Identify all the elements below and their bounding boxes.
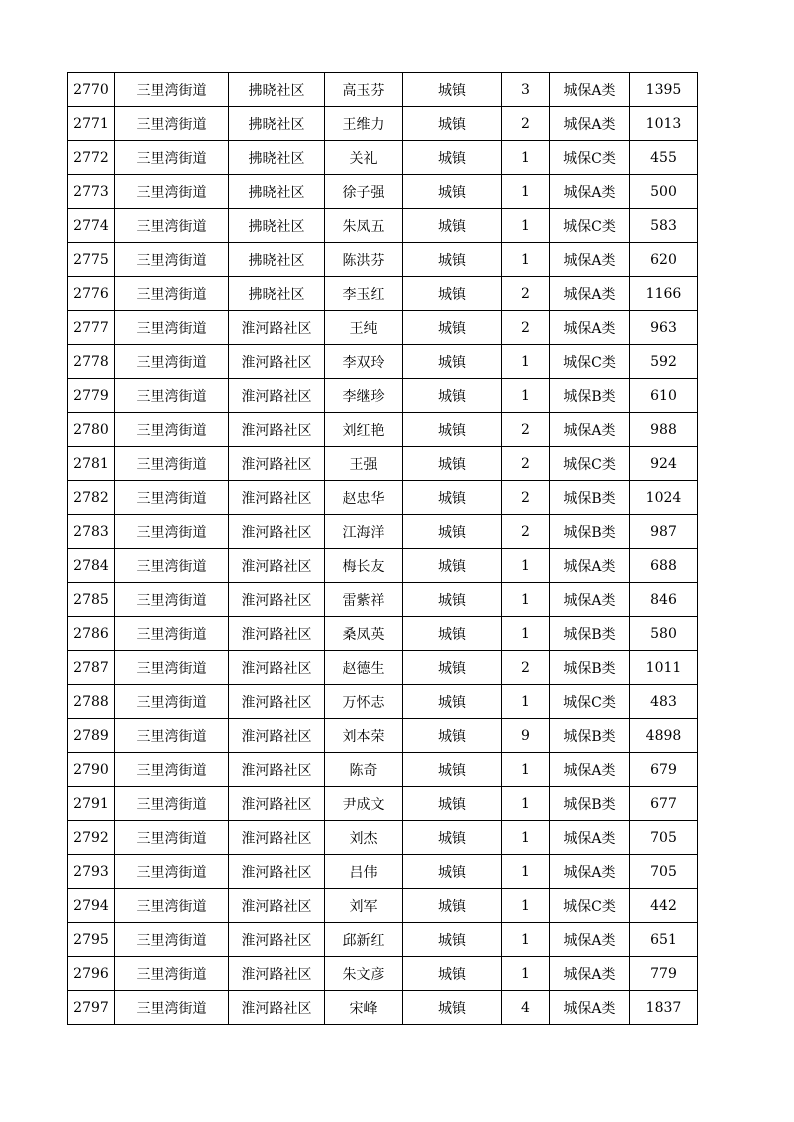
amount-cell: 580 (630, 617, 698, 651)
serial-number-cell: 2774 (68, 209, 115, 243)
community-cell: 拂晓社区 (229, 175, 325, 209)
street-cell: 三里湾街道 (115, 481, 229, 515)
street-cell: 三里湾街道 (115, 821, 229, 855)
household-type-cell: 城镇 (403, 923, 502, 957)
table-row (68, 549, 698, 583)
table-row (68, 73, 698, 107)
community-cell: 淮河路社区 (229, 957, 325, 991)
community-cell: 淮河路社区 (229, 821, 325, 855)
name-cell: 李双玲 (325, 345, 403, 379)
serial-number-cell: 2782 (68, 481, 115, 515)
member-count-cell: 9 (502, 719, 550, 753)
category-cell: 城保A类 (550, 957, 630, 991)
serial-number-cell: 2788 (68, 685, 115, 719)
household-type-cell: 城镇 (403, 855, 502, 889)
community-cell: 拂晓社区 (229, 243, 325, 277)
serial-number-cell: 2773 (68, 175, 115, 209)
table-row (68, 719, 698, 753)
community-cell: 淮河路社区 (229, 651, 325, 685)
member-count-cell: 2 (502, 107, 550, 141)
amount-cell: 924 (630, 447, 698, 481)
community-cell: 淮河路社区 (229, 787, 325, 821)
member-count-cell: 2 (502, 447, 550, 481)
community-cell: 淮河路社区 (229, 345, 325, 379)
serial-number-cell: 2779 (68, 379, 115, 413)
category-cell: 城保A类 (550, 413, 630, 447)
category-cell: 城保B类 (550, 481, 630, 515)
household-type-cell: 城镇 (403, 107, 502, 141)
street-cell: 三里湾街道 (115, 141, 229, 175)
street-cell: 三里湾街道 (115, 107, 229, 141)
category-cell: 城保B类 (550, 379, 630, 413)
street-cell: 三里湾街道 (115, 175, 229, 209)
household-type-cell: 城镇 (403, 141, 502, 175)
street-cell: 三里湾街道 (115, 651, 229, 685)
category-cell: 城保A类 (550, 753, 630, 787)
street-cell: 三里湾街道 (115, 991, 229, 1025)
amount-cell: 592 (630, 345, 698, 379)
name-cell: 王强 (325, 447, 403, 481)
household-type-cell: 城镇 (403, 651, 502, 685)
community-cell: 淮河路社区 (229, 447, 325, 481)
member-count-cell: 1 (502, 583, 550, 617)
member-count-cell: 1 (502, 685, 550, 719)
amount-cell: 620 (630, 243, 698, 277)
community-cell: 淮河路社区 (229, 481, 325, 515)
community-cell: 淮河路社区 (229, 889, 325, 923)
table-row (68, 379, 698, 413)
member-count-cell: 2 (502, 413, 550, 447)
household-type-cell: 城镇 (403, 175, 502, 209)
table-row (68, 515, 698, 549)
category-cell: 城保A类 (550, 583, 630, 617)
category-cell: 城保A类 (550, 175, 630, 209)
category-cell: 城保B类 (550, 719, 630, 753)
name-cell: 刘本荣 (325, 719, 403, 753)
member-count-cell: 1 (502, 175, 550, 209)
street-cell: 三里湾街道 (115, 787, 229, 821)
amount-cell: 651 (630, 923, 698, 957)
household-type-cell: 城镇 (403, 889, 502, 923)
name-cell: 陈洪芬 (325, 243, 403, 277)
serial-number-cell: 2777 (68, 311, 115, 345)
household-type-cell: 城镇 (403, 685, 502, 719)
street-cell: 三里湾街道 (115, 413, 229, 447)
household-type-cell: 城镇 (403, 583, 502, 617)
street-cell: 三里湾街道 (115, 515, 229, 549)
name-cell: 刘杰 (325, 821, 403, 855)
street-cell: 三里湾街道 (115, 311, 229, 345)
serial-number-cell: 2791 (68, 787, 115, 821)
amount-cell: 677 (630, 787, 698, 821)
community-cell: 淮河路社区 (229, 855, 325, 889)
amount-cell: 779 (630, 957, 698, 991)
category-cell: 城保A类 (550, 73, 630, 107)
amount-cell: 442 (630, 889, 698, 923)
name-cell: 高玉芬 (325, 73, 403, 107)
amount-cell: 583 (630, 209, 698, 243)
community-cell: 淮河路社区 (229, 991, 325, 1025)
table-row (68, 481, 698, 515)
serial-number-cell: 2796 (68, 957, 115, 991)
name-cell: 李玉红 (325, 277, 403, 311)
table-row (68, 957, 698, 991)
member-count-cell: 1 (502, 923, 550, 957)
member-count-cell: 2 (502, 277, 550, 311)
table-row (68, 345, 698, 379)
member-count-cell: 1 (502, 787, 550, 821)
household-type-cell: 城镇 (403, 549, 502, 583)
table-row (68, 209, 698, 243)
amount-cell: 705 (630, 821, 698, 855)
street-cell: 三里湾街道 (115, 243, 229, 277)
street-cell: 三里湾街道 (115, 277, 229, 311)
name-cell: 雷紫祥 (325, 583, 403, 617)
community-cell: 淮河路社区 (229, 515, 325, 549)
amount-cell: 610 (630, 379, 698, 413)
household-type-cell: 城镇 (403, 957, 502, 991)
household-type-cell: 城镇 (403, 413, 502, 447)
amount-cell: 1011 (630, 651, 698, 685)
category-cell: 城保C类 (550, 141, 630, 175)
member-count-cell: 3 (502, 73, 550, 107)
table-row (68, 175, 698, 209)
amount-cell: 705 (630, 855, 698, 889)
category-cell: 城保B类 (550, 787, 630, 821)
street-cell: 三里湾街道 (115, 923, 229, 957)
name-cell: 江海洋 (325, 515, 403, 549)
table-row (68, 787, 698, 821)
member-count-cell: 2 (502, 651, 550, 685)
category-cell: 城保A类 (550, 855, 630, 889)
serial-number-cell: 2786 (68, 617, 115, 651)
name-cell: 关礼 (325, 141, 403, 175)
serial-number-cell: 2794 (68, 889, 115, 923)
amount-cell: 688 (630, 549, 698, 583)
category-cell: 城保A类 (550, 277, 630, 311)
household-type-cell: 城镇 (403, 311, 502, 345)
street-cell: 三里湾街道 (115, 719, 229, 753)
street-cell: 三里湾街道 (115, 345, 229, 379)
category-cell: 城保A类 (550, 311, 630, 345)
community-cell: 淮河路社区 (229, 413, 325, 447)
name-cell: 尹成文 (325, 787, 403, 821)
name-cell: 刘红艳 (325, 413, 403, 447)
member-count-cell: 2 (502, 481, 550, 515)
member-count-cell: 1 (502, 617, 550, 651)
roster-table (67, 72, 698, 1025)
household-type-cell: 城镇 (403, 345, 502, 379)
name-cell: 赵忠华 (325, 481, 403, 515)
table-row (68, 413, 698, 447)
category-cell: 城保B类 (550, 617, 630, 651)
serial-number-cell: 2795 (68, 923, 115, 957)
table-row (68, 141, 698, 175)
community-cell: 淮河路社区 (229, 379, 325, 413)
street-cell: 三里湾街道 (115, 447, 229, 481)
serial-number-cell: 2783 (68, 515, 115, 549)
serial-number-cell: 2792 (68, 821, 115, 855)
serial-number-cell: 2785 (68, 583, 115, 617)
table-row (68, 855, 698, 889)
category-cell: 城保B类 (550, 515, 630, 549)
table-row (68, 617, 698, 651)
member-count-cell: 4 (502, 991, 550, 1025)
household-type-cell: 城镇 (403, 821, 502, 855)
household-type-cell: 城镇 (403, 719, 502, 753)
table-row (68, 277, 698, 311)
amount-cell: 987 (630, 515, 698, 549)
household-type-cell: 城镇 (403, 753, 502, 787)
serial-number-cell: 2771 (68, 107, 115, 141)
community-cell: 淮河路社区 (229, 719, 325, 753)
member-count-cell: 1 (502, 141, 550, 175)
category-cell: 城保C类 (550, 685, 630, 719)
community-cell: 拂晓社区 (229, 107, 325, 141)
table-row (68, 821, 698, 855)
member-count-cell: 1 (502, 957, 550, 991)
category-cell: 城保B类 (550, 651, 630, 685)
table-row (68, 243, 698, 277)
amount-cell: 679 (630, 753, 698, 787)
amount-cell: 1395 (630, 73, 698, 107)
category-cell: 城保C类 (550, 447, 630, 481)
amount-cell: 988 (630, 413, 698, 447)
table-row (68, 753, 698, 787)
street-cell: 三里湾街道 (115, 209, 229, 243)
serial-number-cell: 2784 (68, 549, 115, 583)
serial-number-cell: 2787 (68, 651, 115, 685)
community-cell: 淮河路社区 (229, 923, 325, 957)
serial-number-cell: 2793 (68, 855, 115, 889)
amount-cell: 1837 (630, 991, 698, 1025)
community-cell: 淮河路社区 (229, 583, 325, 617)
table-row (68, 685, 698, 719)
table-row (68, 889, 698, 923)
amount-cell: 1024 (630, 481, 698, 515)
amount-cell: 500 (630, 175, 698, 209)
name-cell: 宋峰 (325, 991, 403, 1025)
serial-number-cell: 2790 (68, 753, 115, 787)
community-cell: 淮河路社区 (229, 685, 325, 719)
amount-cell: 4898 (630, 719, 698, 753)
name-cell: 吕伟 (325, 855, 403, 889)
serial-number-cell: 2781 (68, 447, 115, 481)
community-cell: 淮河路社区 (229, 617, 325, 651)
street-cell: 三里湾街道 (115, 583, 229, 617)
name-cell: 朱凤五 (325, 209, 403, 243)
category-cell: 城保A类 (550, 991, 630, 1025)
serial-number-cell: 2797 (68, 991, 115, 1025)
category-cell: 城保A类 (550, 821, 630, 855)
name-cell: 王维力 (325, 107, 403, 141)
community-cell: 淮河路社区 (229, 753, 325, 787)
table-row (68, 923, 698, 957)
street-cell: 三里湾街道 (115, 685, 229, 719)
household-type-cell: 城镇 (403, 515, 502, 549)
serial-number-cell: 2789 (68, 719, 115, 753)
member-count-cell: 1 (502, 379, 550, 413)
category-cell: 城保A类 (550, 549, 630, 583)
category-cell: 城保A类 (550, 243, 630, 277)
household-type-cell: 城镇 (403, 617, 502, 651)
community-cell: 拂晓社区 (229, 141, 325, 175)
serial-number-cell: 2778 (68, 345, 115, 379)
name-cell: 万怀志 (325, 685, 403, 719)
category-cell: 城保C类 (550, 889, 630, 923)
household-type-cell: 城镇 (403, 209, 502, 243)
community-cell: 拂晓社区 (229, 73, 325, 107)
street-cell: 三里湾街道 (115, 617, 229, 651)
name-cell: 王纯 (325, 311, 403, 345)
member-count-cell: 1 (502, 209, 550, 243)
name-cell: 徐子强 (325, 175, 403, 209)
name-cell: 朱文彦 (325, 957, 403, 991)
table-row (68, 583, 698, 617)
serial-number-cell: 2775 (68, 243, 115, 277)
household-type-cell: 城镇 (403, 787, 502, 821)
street-cell: 三里湾街道 (115, 855, 229, 889)
serial-number-cell: 2776 (68, 277, 115, 311)
member-count-cell: 2 (502, 515, 550, 549)
amount-cell: 963 (630, 311, 698, 345)
member-count-cell: 1 (502, 549, 550, 583)
household-type-cell: 城镇 (403, 243, 502, 277)
amount-cell: 455 (630, 141, 698, 175)
member-count-cell: 1 (502, 821, 550, 855)
household-type-cell: 城镇 (403, 277, 502, 311)
name-cell: 梅长友 (325, 549, 403, 583)
household-type-cell: 城镇 (403, 991, 502, 1025)
category-cell: 城保A类 (550, 107, 630, 141)
household-type-cell: 城镇 (403, 73, 502, 107)
name-cell: 李继珍 (325, 379, 403, 413)
street-cell: 三里湾街道 (115, 957, 229, 991)
member-count-cell: 1 (502, 345, 550, 379)
member-count-cell: 1 (502, 243, 550, 277)
table-row (68, 447, 698, 481)
amount-cell: 846 (630, 583, 698, 617)
member-count-cell: 1 (502, 753, 550, 787)
community-cell: 拂晓社区 (229, 277, 325, 311)
category-cell: 城保C类 (550, 345, 630, 379)
community-cell: 淮河路社区 (229, 549, 325, 583)
amount-cell: 1166 (630, 277, 698, 311)
name-cell: 邱新红 (325, 923, 403, 957)
street-cell: 三里湾街道 (115, 379, 229, 413)
street-cell: 三里湾街道 (115, 889, 229, 923)
name-cell: 赵德生 (325, 651, 403, 685)
table-row (68, 311, 698, 345)
street-cell: 三里湾街道 (115, 73, 229, 107)
amount-cell: 1013 (630, 107, 698, 141)
serial-number-cell: 2780 (68, 413, 115, 447)
roster-table-body (68, 73, 698, 1025)
name-cell: 刘军 (325, 889, 403, 923)
member-count-cell: 2 (502, 311, 550, 345)
street-cell: 三里湾街道 (115, 549, 229, 583)
table-row (68, 107, 698, 141)
serial-number-cell: 2772 (68, 141, 115, 175)
category-cell: 城保A类 (550, 923, 630, 957)
amount-cell: 483 (630, 685, 698, 719)
household-type-cell: 城镇 (403, 481, 502, 515)
street-cell: 三里湾街道 (115, 753, 229, 787)
member-count-cell: 1 (502, 889, 550, 923)
household-type-cell: 城镇 (403, 447, 502, 481)
table-row (68, 991, 698, 1025)
category-cell: 城保C类 (550, 209, 630, 243)
serial-number-cell: 2770 (68, 73, 115, 107)
member-count-cell: 1 (502, 855, 550, 889)
name-cell: 桑凤英 (325, 617, 403, 651)
household-type-cell: 城镇 (403, 379, 502, 413)
table-row (68, 651, 698, 685)
community-cell: 淮河路社区 (229, 311, 325, 345)
community-cell: 拂晓社区 (229, 209, 325, 243)
name-cell: 陈奇 (325, 753, 403, 787)
